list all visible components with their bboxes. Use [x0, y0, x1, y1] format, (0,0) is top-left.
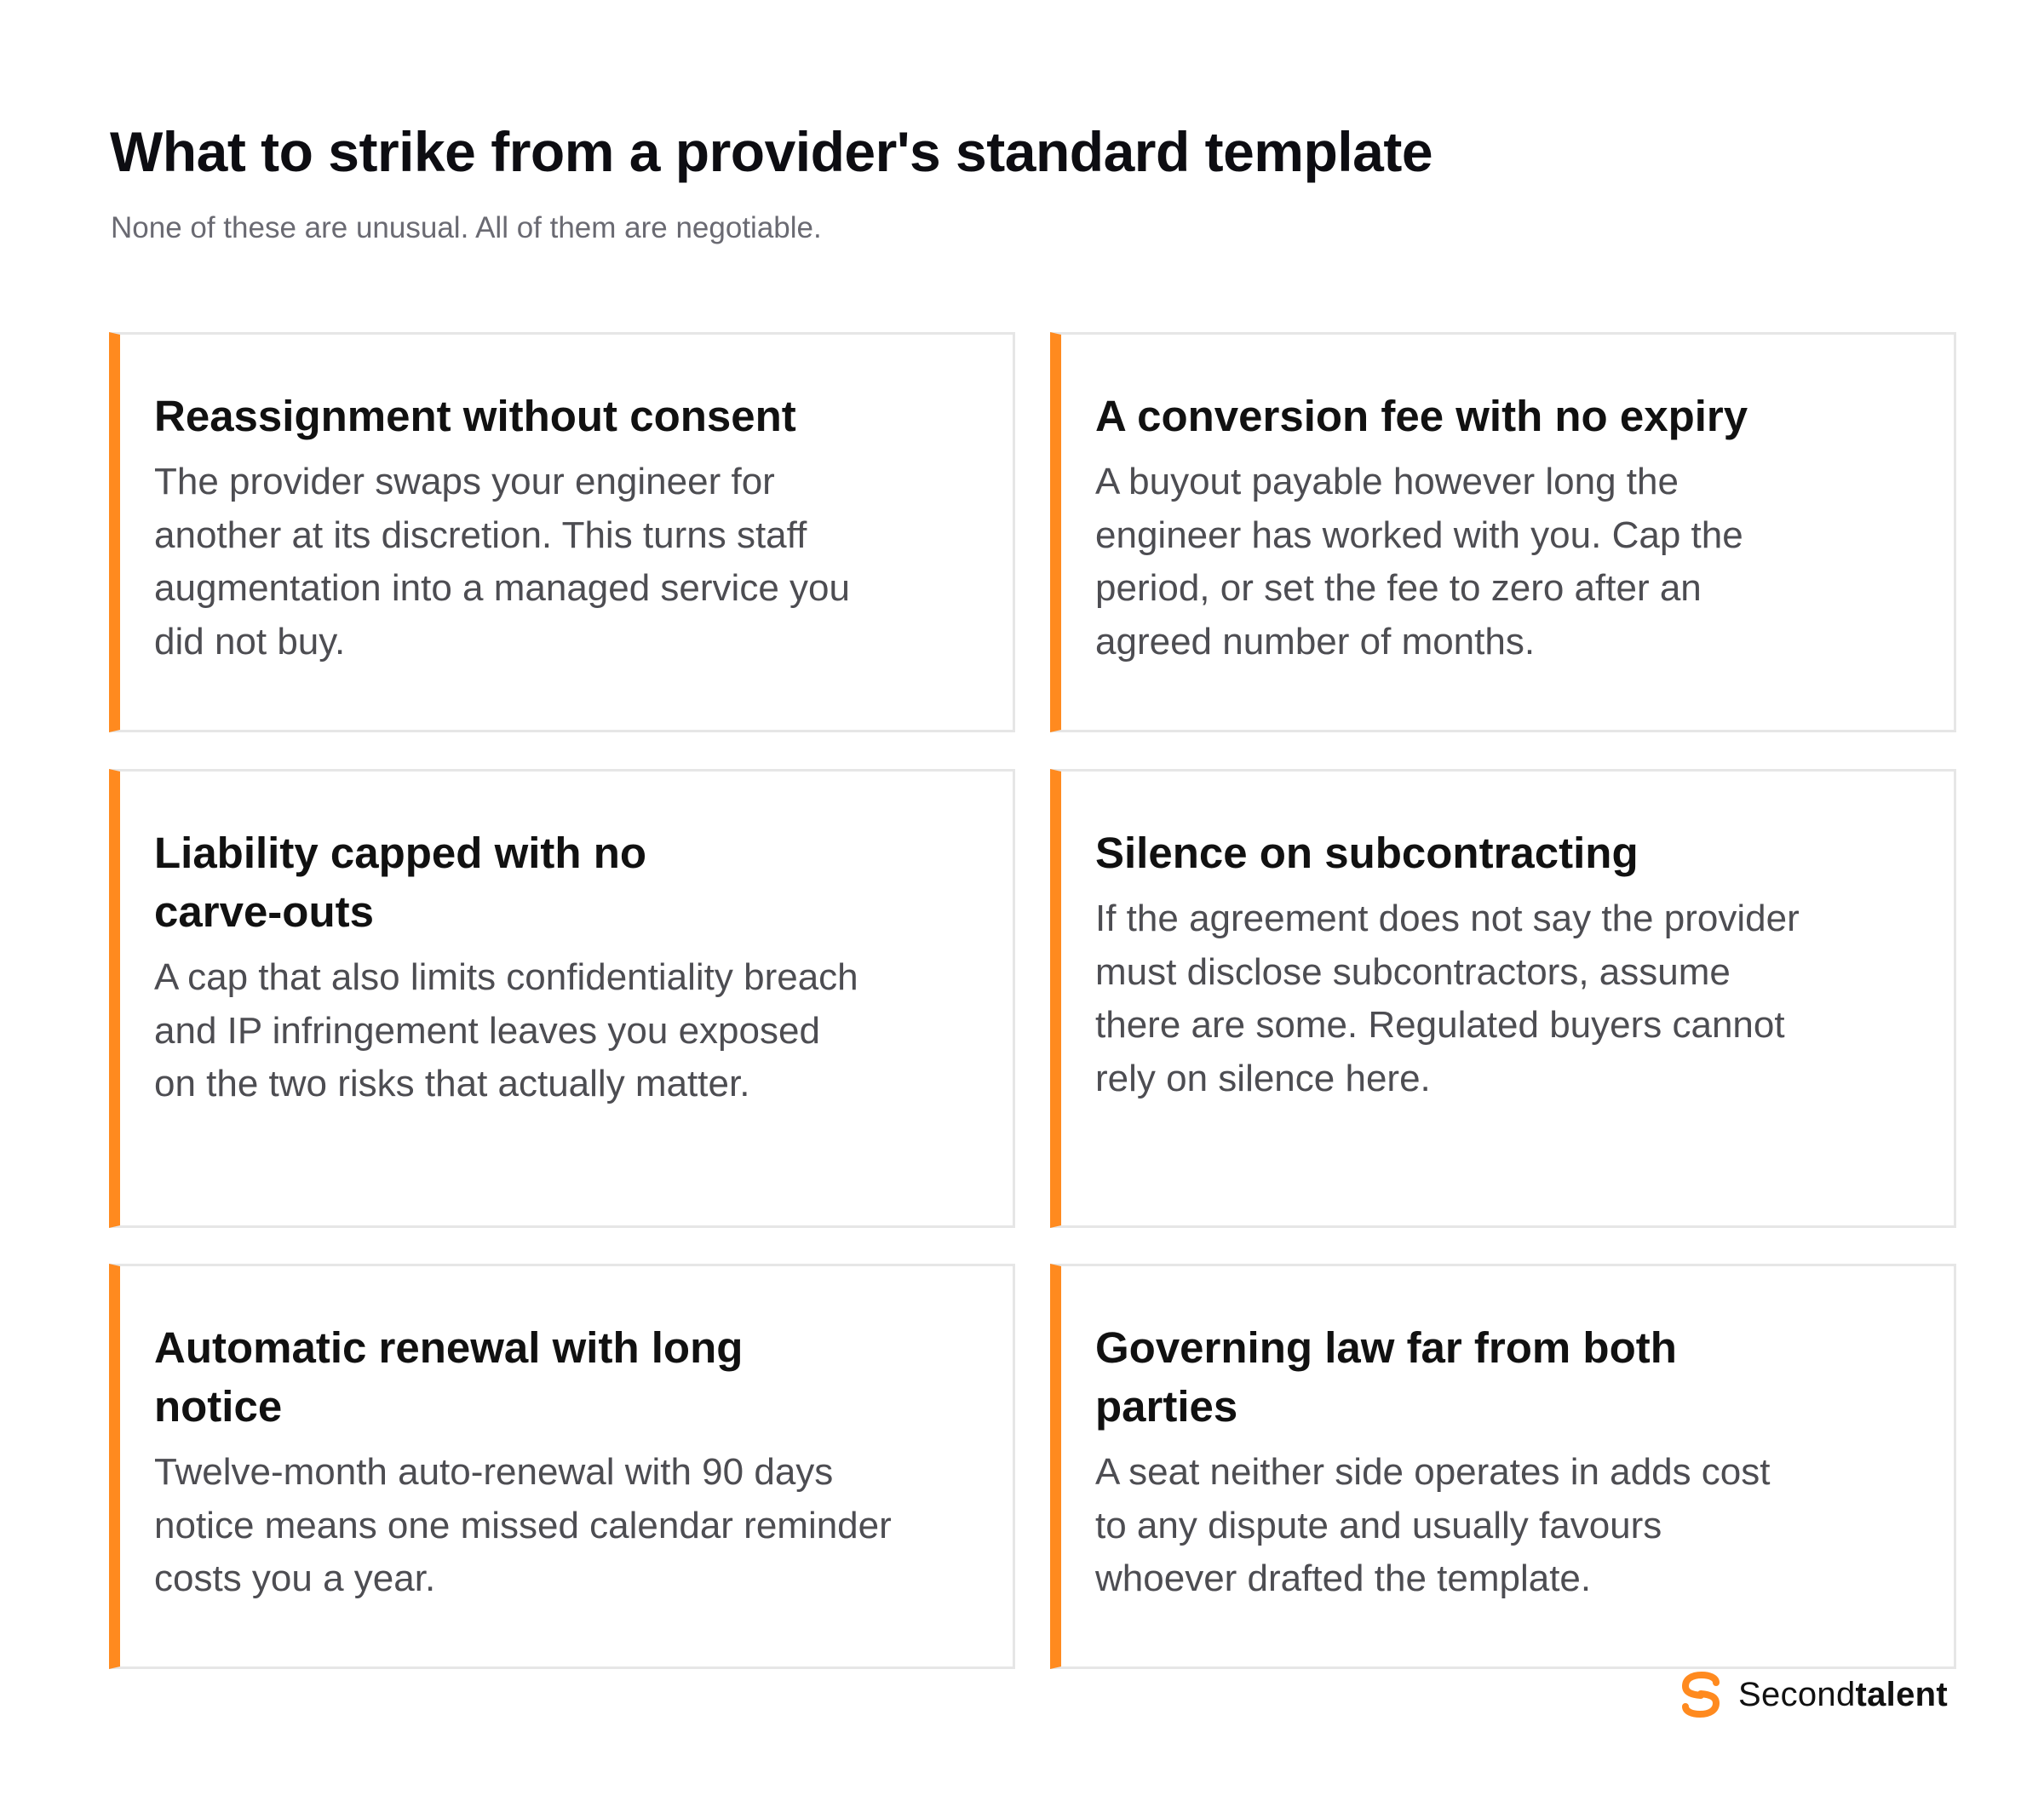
card-title: Governing law far from both parties: [1095, 1323, 1677, 1431]
card-body: A cap that also limits confidentiality breach and IP infringement leaves you exposed on the two risks that actually matter.: [154, 956, 858, 1104]
card-reassignment: [109, 332, 1015, 732]
card-title: Silence on subcontracting: [1095, 829, 1639, 877]
page-title: What to strike from a provider's standard template: [110, 120, 1433, 183]
card-title: Reassignment without consent: [154, 392, 796, 440]
brand-name-bold: talent: [1855, 1675, 1948, 1713]
card-conversion-fee: [1050, 332, 1956, 732]
card-title: A conversion fee with no expiry: [1095, 392, 1748, 440]
card-body: Twelve-month auto-renewal with 90 days notice means one missed calendar reminder costs you a year.: [154, 1451, 892, 1599]
card-liability-cap: [109, 769, 1015, 1228]
card-title: Liability capped with no carve-outs: [154, 829, 647, 936]
card-body: If the agreement does not say the provider must disclose subcontractors, assume there are some. Regulated buyers cannot rely on silence here.: [1095, 898, 1800, 1099]
brand-name-regular: Second: [1738, 1675, 1856, 1713]
card-body: A seat neither side operates in adds cost to any dispute and usually favours whoever drafted the template.: [1095, 1451, 1771, 1599]
card-subcontracting: [1050, 769, 1956, 1228]
card-body: A buyout payable however long the engineer has worked with you. Cap the period, or set the fee to zero after an agreed number of months.: [1095, 461, 1743, 663]
card-automatic-renewal: [109, 1264, 1015, 1669]
card-title: Automatic renewal with long notice: [154, 1323, 744, 1431]
card-governing-law: [1050, 1264, 1956, 1669]
brand-logo: [1677, 1671, 1948, 1718]
card-body: The provider swaps your engineer for another at its discretion. This turns staff augmentation into a managed service you did not buy.: [154, 461, 850, 663]
page-subtitle: None of these are unusual. All of them are negotiable.: [111, 211, 822, 244]
brand-wordmark: [1738, 1676, 1948, 1714]
secondtalent-s-logo-icon: [1677, 1671, 1725, 1718]
